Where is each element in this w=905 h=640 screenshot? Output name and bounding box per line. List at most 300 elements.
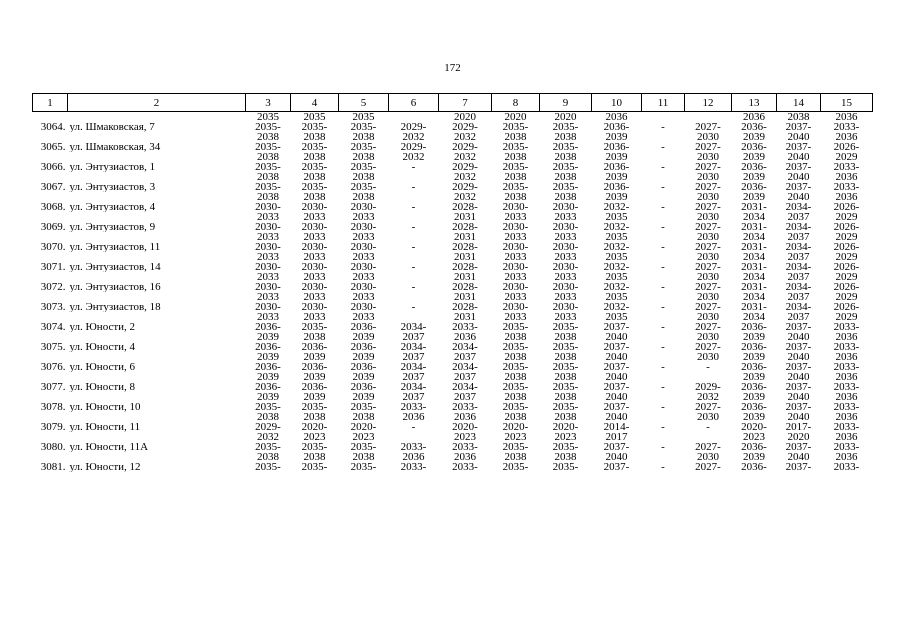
table-cell: 2039	[743, 152, 765, 162]
row-number: 3073.	[40, 302, 66, 312]
table-cell: 2039	[743, 392, 765, 402]
empty-cell	[33, 172, 68, 182]
table-cell: -	[661, 162, 665, 172]
table-cell: 2031-	[741, 262, 767, 272]
table-cell: 2032-	[603, 282, 630, 292]
table-cell: 2035-	[301, 142, 328, 152]
table-cell: 2026-	[833, 282, 860, 292]
table-cell: 2020-	[502, 422, 529, 432]
table-cell: 2035-	[255, 182, 281, 192]
table-cell: -	[661, 222, 665, 232]
table-cell: 2035-	[350, 402, 377, 412]
table-cell: 2028-	[452, 262, 478, 272]
table-cell: 2030-	[502, 302, 529, 312]
table-cell	[389, 292, 439, 302]
table-cell	[389, 172, 439, 182]
table-cell: 2028-	[452, 202, 478, 212]
table-cell: 2033	[504, 312, 527, 322]
table-cell: 2038	[554, 192, 577, 202]
row-address: ул. Энтузиастов, 3	[69, 182, 156, 192]
table-cell: 2038	[257, 452, 279, 462]
empty-cell	[68, 292, 246, 302]
table-cell: 2037-	[603, 342, 630, 352]
table-row	[33, 202, 873, 212]
header-row	[33, 94, 873, 112]
carry-over-cell: 2036	[605, 111, 628, 122]
table-cell: 2039	[743, 412, 765, 422]
carry-over-cell: 2035	[303, 111, 326, 122]
table-cell	[642, 132, 685, 142]
row-number: 3069.	[40, 222, 66, 232]
table-cell: 2033-	[833, 362, 860, 372]
table-cell: 2033	[303, 232, 326, 242]
table-cell: 2036	[835, 432, 858, 442]
table-cell: 2040	[787, 372, 810, 382]
empty-cell	[33, 192, 68, 202]
table-cell: 2038	[504, 352, 527, 362]
table-cell: 2030-	[301, 222, 328, 232]
column-header: 14	[777, 94, 821, 112]
table-cell: 2033-	[833, 162, 860, 172]
table-cell: 2030-	[350, 302, 377, 312]
row-address: ул. Энтузиастов, 4	[69, 202, 156, 212]
table-cell: 2037	[787, 312, 810, 322]
table-row	[33, 342, 873, 352]
table-cell: 2034-	[785, 222, 812, 232]
table-cell: 2030	[697, 272, 719, 282]
table-cell: 2035-	[502, 142, 529, 152]
table-cell: 2033-	[833, 342, 860, 352]
empty-cell	[68, 312, 246, 322]
table-cell: 2033	[257, 272, 279, 282]
table-cell	[389, 232, 439, 242]
empty-cell	[33, 432, 68, 442]
table-cell: -	[411, 302, 416, 312]
table-cell: 2039	[352, 352, 375, 362]
table-cell: 2027-	[695, 402, 721, 412]
table-cell: 2036-	[350, 382, 377, 392]
table-cell: 2031	[454, 292, 476, 302]
table-row	[33, 402, 873, 412]
empty-cell	[33, 272, 68, 282]
table-cell: 2034-	[785, 262, 812, 272]
column-header: 11	[642, 94, 685, 112]
table-cell: 2029	[835, 312, 858, 322]
table-cell: 2030-	[301, 282, 328, 292]
table-cell: 2035-	[552, 182, 579, 192]
table-cell: 2033	[352, 292, 375, 302]
carry-over-cell	[33, 112, 68, 123]
table-cell: 2036	[835, 372, 858, 382]
row-number: 3080.	[40, 442, 66, 452]
table-cell: 2029	[835, 152, 858, 162]
table-cell: 2029-	[255, 422, 281, 432]
table-cell: 2033-	[452, 462, 478, 472]
table-cell: 2030	[697, 192, 719, 202]
table-cell: 2036	[835, 132, 858, 142]
table-cell: 2030	[697, 172, 719, 182]
table-cell: 2020	[787, 432, 810, 442]
table-cell: 2039	[352, 392, 375, 402]
column-header: 8	[492, 94, 540, 112]
table-cell: 2033	[303, 292, 326, 302]
row-address: ул. Юности, 4	[69, 342, 136, 352]
table-cell: 2034-	[452, 342, 478, 352]
table-cell: 2033	[303, 272, 326, 282]
table-cell: -	[411, 422, 416, 432]
table-cell: 2029	[835, 252, 858, 262]
table-cell: 2038	[303, 132, 326, 142]
table-cell: 2039	[743, 172, 765, 182]
row-number: 3067.	[40, 182, 66, 192]
table-cell: 2038	[352, 412, 375, 422]
row-number: 3081.	[40, 462, 66, 472]
table-cell: 2031	[454, 212, 476, 222]
table-cell: 2040	[605, 372, 628, 382]
table-cell	[389, 252, 439, 262]
table-body	[33, 112, 873, 473]
column-header: 10	[592, 94, 642, 112]
table-row	[33, 422, 873, 432]
empty-cell	[68, 392, 246, 402]
table-cell: 2027-	[695, 302, 721, 312]
table-cell: 2030	[697, 132, 719, 142]
table-cell: 2034-	[400, 322, 427, 332]
table-cell: 2037-	[785, 382, 812, 392]
table-cell: 2026-	[833, 262, 860, 272]
table-cell: 2032	[454, 152, 476, 162]
table-cell	[642, 332, 685, 342]
table-cell: 2033	[554, 312, 577, 322]
table-row-continuation	[33, 192, 873, 202]
table-cell: 2028-	[452, 302, 478, 312]
table-cell: 2033	[303, 252, 326, 262]
table-cell: 2033	[554, 292, 577, 302]
column-header: 1	[33, 94, 68, 112]
row-address: ул. Энтузиастов, 1	[69, 162, 156, 172]
table-row-continuation	[33, 352, 873, 362]
table-cell: 2037	[787, 292, 810, 302]
table-cell: 2030	[697, 212, 719, 222]
table-cell: -	[661, 342, 665, 352]
table-cell: 2023	[454, 432, 476, 442]
row-address: ул. Энтузиастов, 11	[69, 242, 161, 252]
table-cell: 2035	[605, 272, 628, 282]
table-cell: 2038	[257, 132, 279, 142]
table-cell: 2032	[257, 432, 279, 442]
table-cell: 2032-	[603, 302, 630, 312]
row-address: ул. Шмаковская, 34	[69, 142, 161, 152]
table-cell: 2033-	[833, 182, 860, 192]
table-cell: 2037-	[785, 442, 812, 452]
table-cell: 2023	[743, 432, 765, 442]
table-cell: 2035-	[301, 162, 328, 172]
table-cell: 2038	[303, 332, 326, 342]
table-row	[33, 122, 873, 132]
table-cell: 2035-	[552, 322, 579, 332]
table-cell: 2033	[504, 232, 527, 242]
table-row-continuation	[33, 432, 873, 442]
empty-cell	[33, 232, 68, 242]
table-cell: 2030	[697, 252, 719, 262]
row-number: 3070.	[40, 242, 66, 252]
table-cell: 2036	[454, 412, 476, 422]
table-cell: 2030	[697, 312, 719, 322]
table-cell: 2031	[454, 232, 476, 242]
schedule-table	[32, 93, 873, 472]
empty-cell	[68, 452, 246, 462]
table-cell: 2035-	[301, 442, 328, 452]
table-cell: 2037	[402, 392, 425, 402]
table-cell: -	[661, 122, 665, 132]
table-row	[33, 222, 873, 232]
table-cell: 2038	[303, 172, 326, 182]
table-cell: 2034-	[785, 282, 812, 292]
table-cell: 2035-	[255, 122, 281, 132]
table-cell: 2032	[454, 132, 476, 142]
table-cell: 2030-	[502, 282, 529, 292]
row-address: ул. Юности, 8	[69, 382, 136, 392]
table-cell: 2039	[605, 152, 628, 162]
table-cell: 2037	[402, 372, 425, 382]
table-cell: 2033-	[452, 402, 478, 412]
table-cell: 2036-	[255, 322, 281, 332]
row-address: ул. Энтузиастов, 16	[69, 282, 161, 292]
table-cell: 2037-	[603, 442, 630, 452]
table-cell: 2038	[504, 332, 527, 342]
table-cell: 2026-	[833, 142, 860, 152]
table-cell: 2035	[605, 312, 628, 322]
empty-cell	[68, 352, 246, 362]
page-number: 172	[444, 62, 461, 74]
table-cell: 2037-	[785, 162, 812, 172]
table-cell: 2035-	[552, 442, 579, 452]
table-cell: 2033-	[452, 442, 478, 452]
table-cell: 2017-	[785, 422, 812, 432]
table-cell: 2037	[454, 372, 476, 382]
empty-cell	[33, 292, 68, 302]
table-cell: 2026-	[833, 222, 860, 232]
table-cell: 2040	[605, 332, 628, 342]
table-cell: 2037	[454, 352, 476, 362]
table-cell: 2039	[605, 172, 628, 182]
table-cell: 2033-	[400, 402, 427, 412]
table-cell: 2040	[605, 452, 628, 462]
table-cell: 2029-	[400, 122, 427, 132]
table-cell: 2030	[697, 152, 719, 162]
table-cell: 2035-	[350, 182, 377, 192]
table-cell: 2034	[743, 272, 765, 282]
table-cell: 2026-	[833, 242, 860, 252]
table-cell: 2033-	[833, 402, 860, 412]
table-cell: 2027-	[695, 202, 721, 212]
carry-over-cell: 2035	[257, 111, 279, 122]
table-cell: 2030-	[350, 262, 377, 272]
table-cell	[642, 392, 685, 402]
table-cell: 2035-	[255, 162, 281, 172]
table-cell: 2036-	[741, 402, 767, 412]
table-cell: 2033	[554, 272, 577, 282]
table-cell: 2033	[504, 272, 527, 282]
empty-cell	[33, 252, 68, 262]
table-cell: 2037-	[785, 402, 812, 412]
table-cell: 2038	[504, 152, 527, 162]
table-cell: 2035-	[301, 402, 328, 412]
table-cell: 2034-	[785, 302, 812, 312]
table-cell: 2038	[504, 132, 527, 142]
table-cell: 2036-	[350, 362, 377, 372]
table-cell: 2040	[787, 452, 810, 462]
row-address: ул. Юности, 11	[69, 422, 141, 432]
table-cell: 2035	[605, 252, 628, 262]
table-row	[33, 142, 873, 152]
table-cell: 2035-	[301, 122, 328, 132]
table-cell: -	[411, 262, 416, 272]
table-row	[33, 262, 873, 272]
table-cell: 2035-	[502, 382, 529, 392]
table-cell: 2038	[303, 412, 326, 422]
table-cell: 2036	[835, 352, 858, 362]
table-cell	[642, 212, 685, 222]
table-cell: 2036-	[741, 182, 767, 192]
table-cell: 2031-	[741, 282, 767, 292]
table-cell: 2040	[605, 392, 628, 402]
table-cell: 2035-	[552, 162, 579, 172]
table-cell: 2036-	[741, 162, 767, 172]
table-cell: 2038	[352, 132, 375, 142]
table-cell: 2030-	[255, 242, 281, 252]
table-cell: 2038	[257, 192, 279, 202]
table-cell: 2030	[697, 412, 719, 422]
table-cell: 2033	[504, 252, 527, 262]
table-cell: 2030-	[301, 242, 328, 252]
table-cell: 2039	[257, 372, 279, 382]
table-cell: 2031-	[741, 242, 767, 252]
table-cell: 2040	[787, 352, 810, 362]
table-cell: 2035-	[255, 442, 281, 452]
table-cell: 2033	[257, 312, 279, 322]
row-number: 3075.	[40, 342, 66, 352]
table-cell: 2037-	[785, 462, 812, 472]
table-cell: 2039	[257, 352, 279, 362]
table-cell: 2033	[554, 212, 577, 222]
row-number: 3064.	[40, 122, 66, 132]
table-cell: 2034	[743, 232, 765, 242]
table-cell	[642, 172, 685, 182]
table-cell: 2039	[352, 372, 375, 382]
table-cell: 2030-	[255, 222, 281, 232]
empty-cell	[33, 212, 68, 222]
table-row-continuation	[33, 152, 873, 162]
table-cell	[642, 312, 685, 322]
table-cell: 2033	[554, 252, 577, 262]
table-cell: 2014-	[603, 422, 630, 432]
table-cell: 2037-	[603, 402, 630, 412]
table-row	[33, 362, 873, 372]
table-cell: 2035-	[301, 322, 328, 332]
table-cell: 2039	[303, 372, 326, 382]
table-cell: 2030-	[301, 202, 328, 212]
table-row	[33, 322, 873, 332]
row-number: 3074.	[40, 322, 66, 332]
table-cell: 2027-	[695, 242, 721, 252]
table-cell: 2038	[352, 172, 375, 182]
column-header: 12	[685, 94, 732, 112]
empty-cell	[68, 212, 246, 222]
table-row-continuation	[33, 132, 873, 142]
table-cell: 2037-	[603, 362, 630, 372]
table-cell: 2038	[303, 452, 326, 462]
table-cell: 2036	[454, 332, 476, 342]
table-cell: 2036-	[741, 142, 767, 152]
table-cell: 2034-	[452, 362, 478, 372]
table-cell: 2037-	[603, 382, 630, 392]
table-cell: 2033	[352, 232, 375, 242]
row-number: 3077.	[40, 382, 66, 392]
table-cell: 2033-	[452, 322, 478, 332]
table-cell: 2031	[454, 312, 476, 322]
column-header: 15	[821, 94, 873, 112]
table-cell: 2039	[605, 132, 628, 142]
row-address: ул. Энтузиастов, 9	[69, 222, 156, 232]
table-cell: 2040	[787, 152, 810, 162]
table-cell: 2039	[352, 332, 375, 342]
table-cell: 2038	[504, 172, 527, 182]
table-row-continuation	[33, 252, 873, 262]
table-cell: 2036-	[741, 322, 767, 332]
empty-cell	[33, 132, 68, 142]
table-cell: 2030-	[552, 222, 579, 232]
table-cell: 2040	[787, 332, 810, 342]
table-cell: 2035-	[502, 322, 529, 332]
table-cell: 2031-	[741, 202, 767, 212]
table-cell: 2038	[257, 152, 279, 162]
empty-cell	[68, 272, 246, 282]
table-cell: -	[661, 262, 665, 272]
table-cell: 2035	[605, 232, 628, 242]
table-cell: -	[661, 402, 665, 412]
table-cell: 2027-	[695, 182, 721, 192]
table-row-continuation	[33, 272, 873, 282]
table-cell: 2036	[454, 452, 476, 462]
column-header: 6	[389, 94, 439, 112]
carry-over-row	[33, 112, 873, 123]
table-cell: 2034	[743, 312, 765, 322]
table-cell: 2035-	[301, 182, 328, 192]
table-cell: -	[411, 202, 416, 212]
table-cell	[389, 312, 439, 322]
table-cell	[642, 352, 685, 362]
table-cell: 2033	[504, 292, 527, 302]
table-cell: -	[661, 242, 665, 252]
table-cell: 2037-	[785, 122, 812, 132]
empty-cell	[68, 372, 246, 382]
table-cell: 2038	[257, 172, 279, 182]
table-cell: 2035-	[502, 162, 529, 172]
empty-cell	[33, 152, 68, 162]
empty-cell	[68, 232, 246, 242]
table-cell	[642, 152, 685, 162]
table-cell: 2027-	[695, 342, 721, 352]
table-cell: 2030-	[301, 262, 328, 272]
table-cell: 2033	[554, 232, 577, 242]
table-cell: -	[411, 242, 416, 252]
table-cell: 2036-	[603, 182, 630, 192]
table-cell: 2039	[743, 332, 765, 342]
table-cell: 2034-	[452, 382, 478, 392]
table-cell: 2039	[743, 372, 765, 382]
table-cell: 2033-	[400, 442, 427, 452]
